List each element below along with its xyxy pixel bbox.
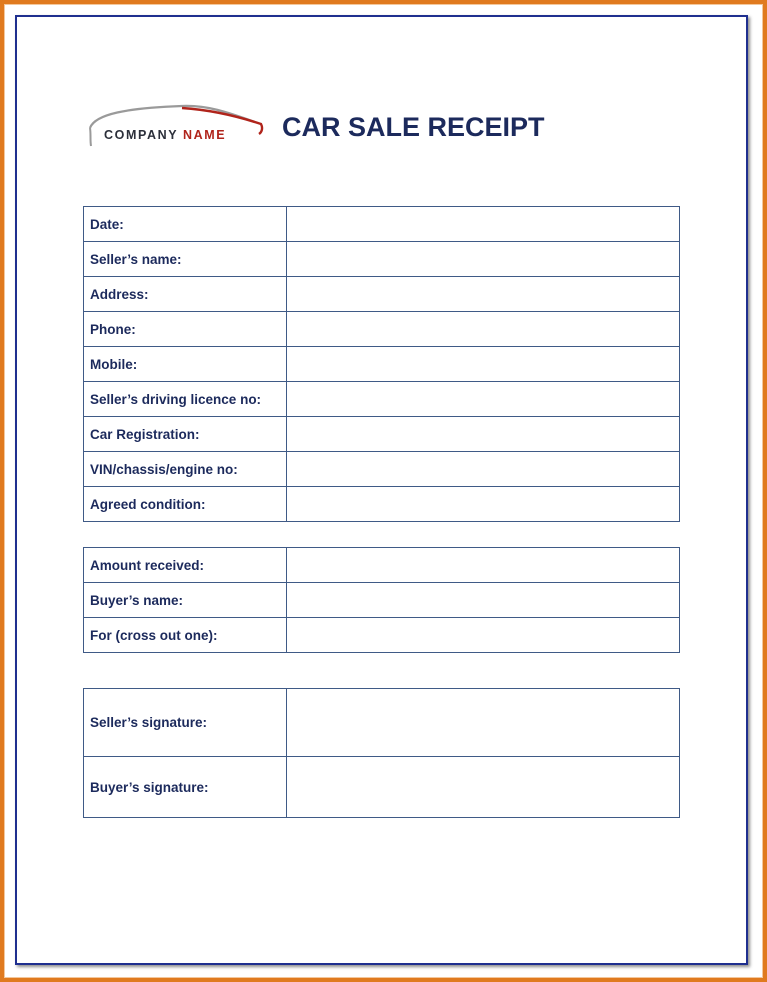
table-row <box>84 242 680 277</box>
buyer-name-field[interactable] <box>287 583 680 618</box>
date-label: Date: <box>84 207 287 242</box>
phone-label: Phone: <box>84 312 287 347</box>
address-field[interactable] <box>287 277 680 312</box>
amount-field[interactable] <box>287 548 680 583</box>
table-row <box>84 382 680 417</box>
table-row <box>84 487 680 522</box>
table-row <box>84 757 680 818</box>
condition-label: Agreed condition: <box>84 487 287 522</box>
page-title: CAR SALE RECEIPT <box>282 112 545 142</box>
buyer-signature-label: Buyer’s signature: <box>84 757 287 818</box>
table-row <box>84 548 680 583</box>
payment-table <box>83 547 680 653</box>
table-row <box>84 312 680 347</box>
licence-field[interactable] <box>287 382 680 417</box>
seller-signature-field[interactable] <box>287 689 680 757</box>
for-field[interactable] <box>287 618 680 653</box>
receipt-page <box>15 15 748 965</box>
buyer-name-label: Buyer’s name: <box>84 583 287 618</box>
vin-field[interactable] <box>287 452 680 487</box>
mobile-label: Mobile: <box>84 347 287 382</box>
date-field[interactable] <box>287 207 680 242</box>
address-label: Address: <box>84 277 287 312</box>
table-row <box>84 417 680 452</box>
table-row <box>84 452 680 487</box>
table-row <box>84 583 680 618</box>
seller-signature-label: Seller’s signature: <box>84 689 287 757</box>
logo-company: COMPANY <box>104 128 178 142</box>
licence-label: Seller’s driving licence no: <box>84 382 287 417</box>
phone-field[interactable] <box>287 312 680 347</box>
table-row <box>84 689 680 757</box>
vin-label: VIN/chassis/engine no: <box>84 452 287 487</box>
seller-name-label: Seller’s name: <box>84 242 287 277</box>
registration-label: Car Registration: <box>84 417 287 452</box>
registration-field[interactable] <box>287 417 680 452</box>
logo-text <box>104 128 226 142</box>
table-row <box>84 347 680 382</box>
signature-table <box>83 688 680 818</box>
buyer-signature-field[interactable] <box>287 757 680 818</box>
table-row <box>84 618 680 653</box>
table-row <box>84 207 680 242</box>
for-label: For (cross out one): <box>84 618 287 653</box>
company-logo <box>87 102 267 147</box>
seller-name-field[interactable] <box>287 242 680 277</box>
vehicle-details-table <box>83 206 680 522</box>
condition-field[interactable] <box>287 487 680 522</box>
table-row <box>84 277 680 312</box>
logo-name: NAME <box>183 128 227 142</box>
amount-label: Amount received: <box>84 548 287 583</box>
mobile-field[interactable] <box>287 347 680 382</box>
